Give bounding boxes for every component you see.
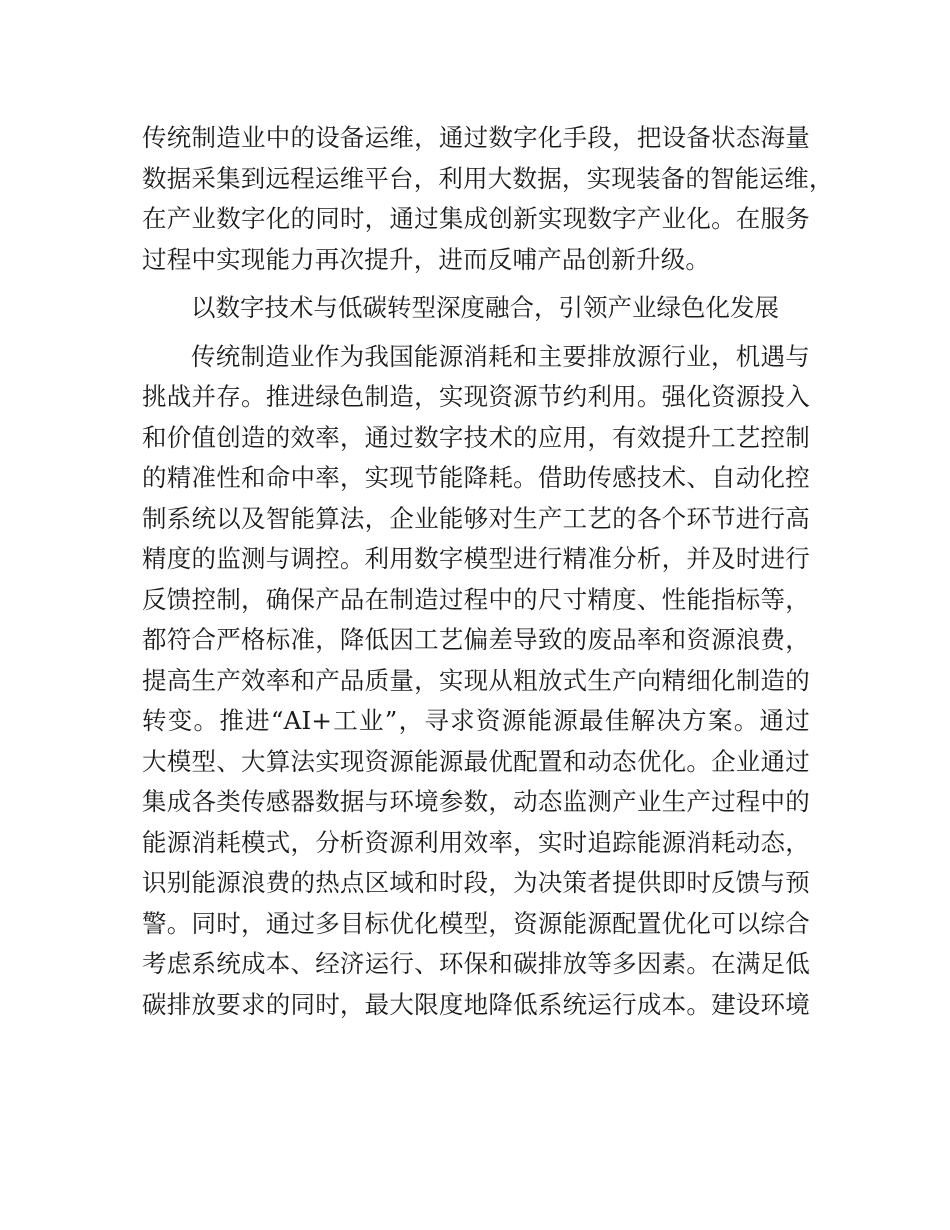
text-line: 传统制造业中的设备运维，通过数字化手段，把设备状态海量 [142,123,810,152]
paragraph-2 [142,337,810,1026]
text-line: 都符合严格标准，降低因工艺偏差导致的废品率和资源浪费， [142,625,810,654]
text-line: 反馈控制，确保产品在制造过程中的尺寸精度、性能指标等， [142,584,810,614]
text-line: 能源消耗模式，分析资源利用效率，实时追踪能源消耗动态， [142,827,810,857]
text-line: 警。同时，通过多目标优化模型，资源能源配置优化可以综合 [142,908,810,938]
section-heading: 以数字技术与低碳转型深度融合，引领产业绿色化发展 [191,293,779,322]
document-body [142,118,834,1025]
text-line: 集成各类传感器数据与环境参数，动态监测产业生产过程中的 [142,787,810,816]
text-line: 和价值创造的效率，通过数字技术的应用，有效提升工艺控制 [142,422,810,452]
text-line: 考虑系统成本、经济运行、环保和碳排放等多因素。在满足低 [142,949,810,978]
text-line: 制系统以及智能算法，企业能够对生产工艺的各个环节进行高 [142,503,810,533]
paragraph-1 [142,118,834,280]
text-line: 传统制造业作为我国能源消耗和主要排放源行业，机遇与 [191,341,810,371]
text-line: 精度的监测与调控。利用数字模型进行精准分析，并及时进行 [142,544,810,573]
text-line: 数据采集到远程运维平台，利用大数据，实现装备的智能运维， [142,163,834,193]
text-line: 提高生产效率和产品质量，实现从粗放式生产向精细化制造的 [142,665,810,695]
text-line: 过程中实现能力再次提升，进而反哺产品创新升级。 [142,244,711,274]
text-line: 大模型、大算法实现资源能源最优配置和动态优化。企业通过 [142,746,810,776]
text-line: 转变。推进“AI+工业”，寻求资源能源最佳解决方案。通过 [142,706,810,735]
text-line: 的精准性和命中率，实现节能降耗。借助传感技术、自动化控 [142,463,810,492]
text-line: 挑战并存。推进绿色制造，实现资源节约利用。强化资源投入 [142,382,810,411]
text-line: 在产业数字化的同时，通过集成创新实现数字产业化。在服务 [142,204,810,233]
text-line: 识别能源浪费的热点区域和时段，为决策者提供即时反馈与预 [142,868,810,897]
text-line: 碳排放要求的同时，最大限度地降低系统运行成本。建设环境 [142,989,810,1019]
